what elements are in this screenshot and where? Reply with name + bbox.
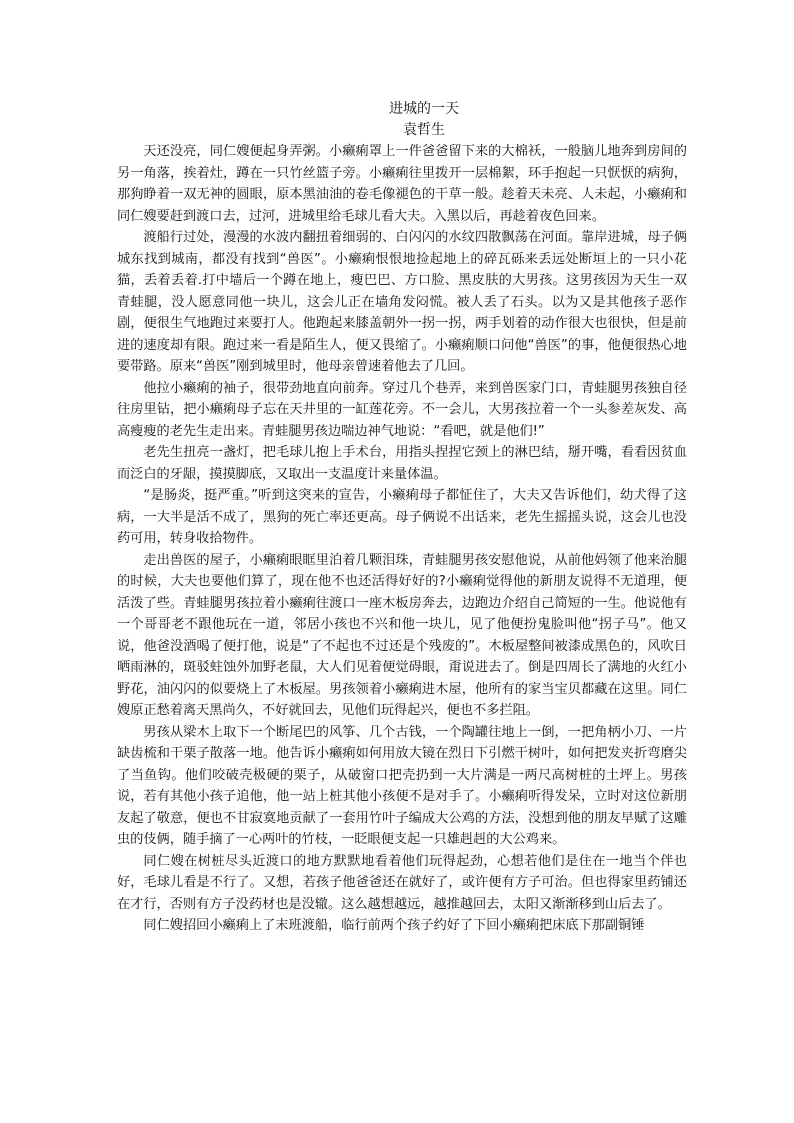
article-author: 袁哲生 <box>403 122 445 138</box>
paragraph-7: 男孩从梁木上取下一个断尾巴的风筝、几个古钱，一个陶罐往地上一倒，一把角柄小刀、一片缺齿梳和干栗子散落一地。他告诉小癞痢如何用放大镜在烈日下引燃干树叶，如何把发夹折弯磨尖了当鱼钩。他们咬破壳极硬的栗子，从破窗口把壳扔到一大片满是一两尺高树桩的土坪上。男孩说，若有其他小孩子追他，他一站上桩其他小孩便不是对手了。小癞痢听得发呆，立时对这位新朋友起了敬意，便也不甘寂寞地贡献了一套用竹叶子编成大公鸡的方法，没想到他的朋友早赋了这雕虫的伎俩，随手摘了一心两叶的竹枝，一眨眼便支起一只雄赳赳的大公鸡来。 <box>117 724 687 847</box>
paragraph-3: 他拉小癞痢的袖子，很带劲地直向前奔。穿过几个巷弄，来到兽医家门口，青蛙腿男孩独自径往房里钻，把小癞痢母子忘在天井里的一缸莲花旁。不一会儿，大男孩拉着一个一头参差灰发、高高瘦瘦的老先生走出来。青蛙腿男孩边喘边神气地说：“看吧，就是他们!” <box>117 380 687 439</box>
paragraph-6: 走出兽医的屋子，小癞痢眼眶里泊着几颗泪珠，青蛙腿男孩安慰他说，从前他妈领了他来治腿的时候，大夫也要他们算了，现在他不也还活得好好的?小癞痢觉得他的新朋友说得不无道理，便活泼了些。青蛙腿男孩拉着小癞痢往渡口一座木板房奔去，边跑边介绍自己简短的一生。他说他有一个哥哥老不跟他玩在一道，邻居小孩也不兴和他一块儿，见了他便扮鬼脸叫他“拐子马”。他又说，他爸没酒喝了便打他，说是“了不起也不过还是个残废的”。木板屋整间被漆成黑色的，风吹日晒雨淋的，斑驳蛀蚀外加野老鼠，大人们见着便觉碍眼，甭说进去了。倒是四周长了满地的火红小野花，油闪闪的似要烧上了木板屋。男孩领着小癞痢进木屋，他所有的家当宝贝都藏在这里。同仁嫂原正愁着离天黑尚久，不好就回去，见他们玩得起兴，便也不多拦阻。 <box>117 552 687 718</box>
paragraph-4: 老先生扭亮一盏灯，把毛球儿抱上手术台，用指头捏捏它颈上的淋巴结，掰开嘴，看看因贫血而泛白的牙龈，摸摸脚底，又取出一支温度计来量体温。 <box>117 445 687 482</box>
paragraph-8: 同仁嫂在树桩尽头近渡口的地方默默地看着他们玩得起劲，心想若他们是住在一地当个伴也好，毛球儿看是不行了。又想，若孩子他爸爸还在就好了，或许便有方子可治。但也得家里药铺还在才行，否则有方子没药材也是没辙。这么越想越远，越推越回去，太阳又渐渐移到山后去了。 <box>117 853 687 912</box>
article-title: 进城的一天 <box>389 101 459 117</box>
paragraph-2: 渡船行过处，漫漫的水波内翻扭着细弱的、白闪闪的水纹四散飘荡在河面。靠岸进城，母子俩城东找到城南，都没有找到“兽医”。小癞痢恨恨地捡起地上的碎瓦砾来丢远处断垣上的一只小花猫，丢着丢着.打中墙后一个蹲在地上，瘦巴巴、方口脸、黑皮肤的大男孩。这男孩因为天生一双青蛙腿，没人愿意同他一块儿，这会儿正在墙角发闷慌。被人丢了石头。以为又是其他孩子恶作剧，便很生气地跑过来要打人。他跑起来膝盖朝外一拐一拐，两手划着的动作很大也很快，但是前进的速度却有限。跑过来一看是陌生人，便又畏缩了。小癞痢顺口问他“兽医”的事，他便很热心地要带路。原来“兽医”刚到城里时，他母亲曾速着他去了几回。 <box>117 230 687 374</box>
paragraph-1: 天还没亮，同仁嫂便起身弄粥。小癞痢罩上一件爸爸留下来的大棉袄，一般脑儿地奔到房间的另一角落，挨着灶，蹲在一只竹丝篮子旁。小癞痢往里拨开一层棉絮，环手抱起一只恹恹的病狗，那狗睁着一双无神的圆眼，原本黑油油的卷毛像褪色的干草一般。趁着天未亮、人未起，小癞痢和同仁嫂要赶到渡口去，过河，进城里给毛球儿看大夫。入黑以后，再趁着夜色回来。 <box>117 144 687 224</box>
paragraph-5: “是肠炎，挺严重。”听到这突来的宣告，小癞痢母子都怔住了，大夫又告诉他们，幼犬得了这病，一大半是活不成了，黑狗的死亡率还更高。母子俩说不出话来，老先生摇摇头说，这会儿也没药可用，转身收拾物件。 <box>117 488 687 546</box>
paragraph-9: 同仁嫂招回小癞痢上了末班渡船，临行前两个孩子约好了下回小癞痢把床底下那副铜锤 <box>143 918 645 933</box>
article-body <box>117 99 687 937</box>
